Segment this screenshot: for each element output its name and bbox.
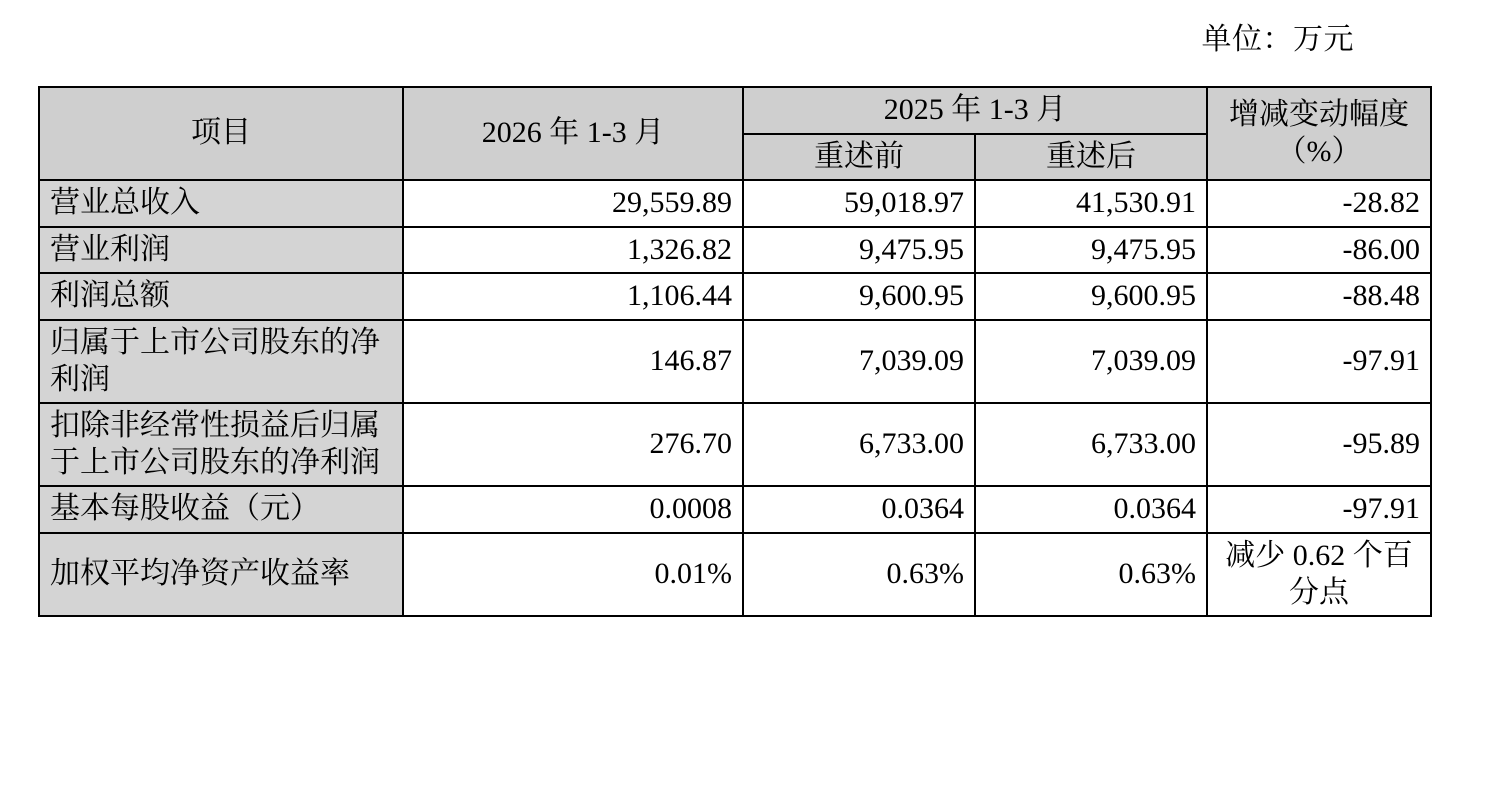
row-value-2026: 146.87 (403, 320, 743, 403)
row-value-change: -97.91 (1207, 486, 1431, 533)
table-row (39, 227, 1431, 274)
row-item-label: 归属于上市公司股东的净利润 (39, 320, 403, 403)
row-item-label: 扣除非经常性损益后归属于上市公司股东的净利润 (39, 403, 403, 486)
row-value-2026: 29,559.89 (403, 180, 743, 227)
row-value-2026: 0.0008 (403, 486, 743, 533)
row-value-2026: 1,326.82 (403, 227, 743, 274)
row-value-2026: 1,106.44 (403, 273, 743, 320)
row-value-after: 0.63% (975, 533, 1207, 616)
row-item-label: 营业总收入 (39, 180, 403, 227)
header-item: 项目 (39, 87, 403, 180)
table-row (39, 180, 1431, 227)
row-value-after: 6,733.00 (975, 403, 1207, 486)
row-item-label: 基本每股收益（元） (39, 486, 403, 533)
row-value-after: 41,530.91 (975, 180, 1207, 227)
header-restated-after: 重述后 (975, 134, 1207, 181)
row-value-change: -88.48 (1207, 273, 1431, 320)
table-row (39, 320, 1431, 403)
row-value-after: 9,475.95 (975, 227, 1207, 274)
row-value-change: -97.91 (1207, 320, 1431, 403)
table-header-row-1 (39, 87, 1431, 134)
table-row (39, 403, 1431, 486)
header-2025-group: 2025 年 1-3 月 (743, 87, 1207, 134)
row-item-label: 利润总额 (39, 273, 403, 320)
header-2026: 2026 年 1-3 月 (403, 87, 743, 180)
table-row (39, 273, 1431, 320)
row-value-after: 7,039.09 (975, 320, 1207, 403)
row-value-change: -86.00 (1207, 227, 1431, 274)
row-value-before: 7,039.09 (743, 320, 975, 403)
row-value-change: -95.89 (1207, 403, 1431, 486)
row-value-after: 9,600.95 (975, 273, 1207, 320)
row-value-change: -28.82 (1207, 180, 1431, 227)
table-row (39, 486, 1431, 533)
table-row (39, 533, 1431, 616)
unit-note: 单位：万元 (1201, 23, 1354, 56)
header-restated-before: 重述前 (743, 134, 975, 181)
row-value-before: 0.63% (743, 533, 975, 616)
row-item-label: 加权平均净资产收益率 (39, 533, 403, 616)
row-item-label: 营业利润 (39, 227, 403, 274)
row-value-before: 6,733.00 (743, 403, 975, 486)
row-value-2026: 0.01% (403, 533, 743, 616)
financial-summary-table (38, 86, 1432, 617)
row-value-before: 9,475.95 (743, 227, 975, 274)
header-change: 增减变动幅度（%） (1207, 87, 1431, 180)
row-value-before: 59,018.97 (743, 180, 975, 227)
row-value-before: 0.0364 (743, 486, 975, 533)
row-value-change: 减少 0.62 个百分点 (1207, 533, 1431, 616)
row-value-after: 0.0364 (975, 486, 1207, 533)
row-value-2026: 276.70 (403, 403, 743, 486)
row-value-before: 9,600.95 (743, 273, 975, 320)
